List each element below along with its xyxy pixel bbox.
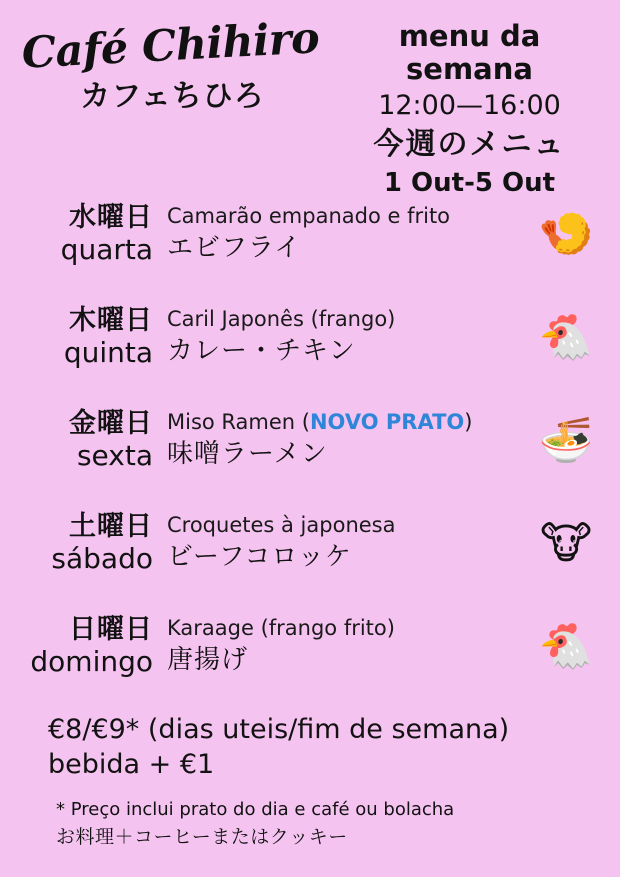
new-dish-badge: NOVO PRATO bbox=[309, 410, 465, 435]
menu-date-range: 1 Out-5 Out bbox=[383, 168, 556, 199]
cafe-name: Café Chihiro bbox=[20, 13, 321, 79]
chicken-icon: 🐔 bbox=[538, 620, 594, 672]
dish-block bbox=[165, 307, 526, 368]
cow-icon: 🐮 bbox=[539, 517, 593, 569]
day-row bbox=[0, 595, 620, 698]
dish-name-portuguese bbox=[167, 616, 526, 641]
dish-name-japanese: ビーフコロッケ bbox=[167, 542, 352, 573]
menu-hours: 12:00—16:00 bbox=[378, 89, 561, 121]
dish-block bbox=[165, 616, 526, 677]
dish-name-portuguese bbox=[167, 513, 526, 538]
drink-price-line: bebida + €1 bbox=[48, 749, 215, 781]
day-label bbox=[10, 306, 165, 369]
day-name-portuguese: domingo bbox=[30, 644, 153, 678]
footnote-portuguese: * Preço inclui prato do dia e café ou bolacha bbox=[56, 799, 455, 821]
poster-footer bbox=[0, 698, 620, 851]
dish-text: Miso Ramen ( bbox=[167, 410, 310, 435]
day-label bbox=[10, 409, 165, 472]
dish-text: Croquetes à japonesa bbox=[167, 513, 396, 538]
dish-name-portuguese bbox=[167, 410, 526, 435]
cafe-name-japanese: カフェちひろ bbox=[80, 79, 265, 115]
day-row bbox=[0, 286, 620, 389]
day-name-portuguese: quinta bbox=[63, 335, 153, 369]
day-name-japanese: 日曜日 bbox=[69, 614, 153, 646]
dish-name-japanese: カレー・チキン bbox=[167, 336, 356, 367]
day-name-japanese: 水曜日 bbox=[69, 202, 153, 234]
dish-text: Camarão empanado e frito bbox=[167, 204, 451, 229]
footnote-block bbox=[48, 798, 610, 851]
day-name-japanese: 木曜日 bbox=[69, 305, 153, 337]
brand-block bbox=[10, 14, 335, 115]
dish-name-portuguese bbox=[167, 204, 526, 229]
menu-title: menu da semana bbox=[398, 19, 541, 87]
day-name-japanese: 土曜日 bbox=[69, 511, 153, 543]
dish-name-japanese: 味噌ラーメン bbox=[167, 439, 328, 470]
ramen-bowl-icon: 🍜 bbox=[538, 414, 594, 466]
footnote-japanese: お料理＋コーヒーまたはクッキー bbox=[56, 826, 348, 849]
day-row bbox=[0, 389, 620, 492]
dish-text-tail: ) bbox=[464, 410, 473, 435]
dish-text: Karaage (frango frito) bbox=[167, 616, 395, 641]
day-name-portuguese: sexta bbox=[76, 438, 153, 472]
menu-header-block bbox=[335, 14, 604, 200]
fried-shrimp-icon: 🍤 bbox=[538, 208, 594, 260]
dish-name-japanese: エビフライ bbox=[167, 233, 302, 264]
dish-block bbox=[165, 513, 526, 574]
day-row bbox=[0, 492, 620, 595]
dish-name-japanese: 唐揚げ bbox=[167, 645, 249, 676]
day-label bbox=[10, 615, 165, 678]
chicken-icon: 🐔 bbox=[538, 311, 594, 363]
day-label bbox=[10, 203, 165, 266]
dish-name-portuguese bbox=[167, 307, 526, 332]
day-name-japanese: 金曜日 bbox=[69, 408, 153, 440]
menu-title-japanese: 今週のメニュ bbox=[373, 127, 566, 163]
poster-header bbox=[0, 0, 620, 199]
day-list bbox=[0, 175, 620, 698]
day-label bbox=[10, 512, 165, 575]
dish-block bbox=[165, 204, 526, 265]
day-name-portuguese: quarta bbox=[60, 232, 153, 266]
dish-block bbox=[165, 410, 526, 471]
price-line: €8/€9* (dias uteis/fim de semana) bbox=[48, 714, 510, 745]
day-name-portuguese: sábado bbox=[51, 541, 153, 575]
dish-text: Caril Japonês (frango) bbox=[167, 307, 396, 332]
